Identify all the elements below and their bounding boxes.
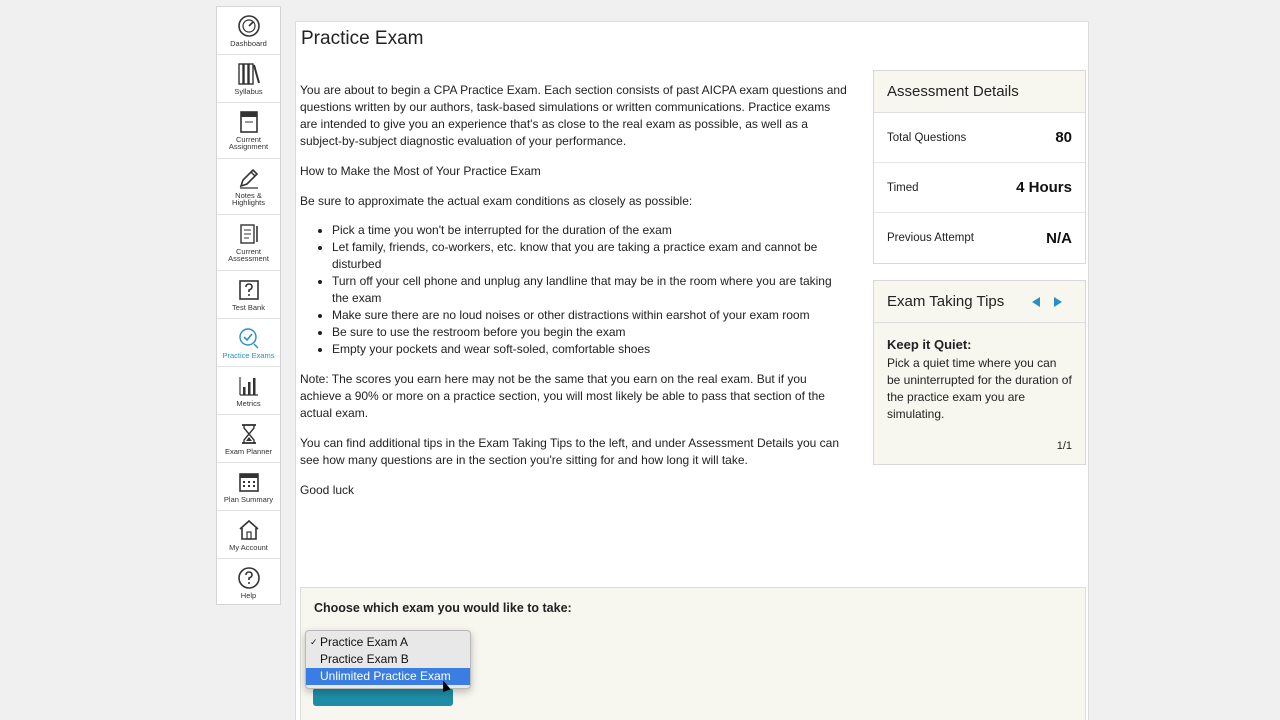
exam-tips-panel [873,280,1086,465]
main-content [295,21,1089,720]
detail-label: Total Questions [887,131,967,144]
prev-tip-icon[interactable] [1032,297,1040,307]
sidebar-item-label: Help [240,591,257,600]
sidebar-item-label: Practice Exams [222,351,275,360]
calendar-icon [237,470,261,494]
detail-label: Previous Attempt [887,232,974,244]
sidebar-item-current-assignment[interactable] [217,103,280,159]
list-item: • Let family, friends, co-workers, etc. know that you are taking a practice exam and cannot be disturbed [332,239,850,273]
sidebar-item-label: Current Assessment [228,247,269,263]
question-icon [237,278,261,302]
good-luck-text: Good luck [300,483,355,497]
additional-paragraph: You can find additional tips in the Exam Taking Tips to the left, and under Assessment Details you can see how many questions are in the section you're sitting for and how long it will take. [300,436,839,467]
tip-counter: 1/1 [1056,440,1072,452]
choose-exam-label: Choose which exam you would like to take: [314,601,572,615]
sidebar-item-label: Exam Planner [224,447,273,456]
sidebar-item-label: Metrics [236,399,261,408]
detail-value: 4 Hours [1016,179,1072,196]
tips-nav [1032,297,1062,307]
check-clock-icon [237,326,261,350]
help-icon [237,566,261,590]
sidebar-item-label: Current Assignment [228,135,269,151]
sidebar-item-metrics[interactable] [217,367,280,415]
be-sure-paragraph: Be sure to approximate the actual exam conditions as closely as possible: [300,194,693,208]
sidebar-item-notes-highlights[interactable] [217,159,280,215]
sidebar-item-practice-exams[interactable] [217,319,280,367]
dropdown-option-label: Unlimited Practice Exam [320,669,451,683]
intro-paragraph: You are about to begin a CPA Practice Exam. Each section consists of past AICPA exam questions and questions written by our authors, task-based simulations or written communications. Practice exams are intended to give you an experience that's as close to the real exam as possible, as well as a subject-by-subject diagnostic evaluation of your performance. [300,83,847,148]
sidebar-item-label: Dashboard [230,39,267,48]
tip-text: Pick a quiet time where you can be uninterrupted for the duration of the practice exam you are simulating. [887,356,1072,421]
dashboard-icon [237,14,261,38]
next-tip-icon[interactable] [1054,297,1062,307]
detail-value: N/A [1046,229,1072,247]
list-item: • Turn off your cell phone and unplug any landline that may be in the room where you are taking the exam [332,273,850,307]
bar-chart-icon [237,374,261,398]
exam-tips-header [874,281,1085,323]
sidebar-item-label: Test Bank [232,303,265,312]
intro-content [300,82,850,512]
sidebar-nav [216,6,281,605]
detail-value: 80 [1055,129,1072,146]
detail-row-total-questions [874,113,1085,163]
home-icon [237,518,261,542]
dropdown-option-practice-exam-b[interactable] [306,651,470,668]
sidebar-item-my-account[interactable] [217,511,280,559]
sidebar-item-exam-planner[interactable] [217,415,280,463]
sidebar-item-dashboard[interactable] [217,7,280,55]
list-item: • Make sure there are no loud noises or other distractions within earshot of your exam room [332,307,850,324]
list-item: • Be sure to use the restroom before you begin the exam [332,324,850,341]
dropdown-option-label: Practice Exam A [320,635,409,649]
detail-row-previous-attempt [874,213,1085,263]
sidebar-item-label: Notes & Highlights [232,191,265,207]
assessment-icon [237,222,261,246]
assessment-details-title: Assessment Details [874,71,1085,113]
sidebar-item-label: My Account [229,543,268,552]
note-paragraph: Note: The scores you earn here may not be the same that you earn on the real exam. But if you achieve a 90% or more on a practice section, you will most likely be able to pass that section of the actual exam. [300,372,825,420]
dropdown-option-practice-exam-a[interactable] [306,634,470,651]
detail-row-timed [874,163,1085,213]
sidebar-item-help[interactable] [217,559,280,605]
notebook-icon [237,110,261,134]
hourglass-icon [237,422,261,446]
sidebar-item-label: Syllabus [234,87,263,96]
assessment-details-panel [873,70,1086,264]
tip-title: Keep it Quiet: [887,337,972,352]
list-item: • Pick a time you won't be interrupted for the duration of the exam [332,222,850,239]
page-title: Practice Exam [301,28,424,49]
sidebar-item-current-assessment[interactable] [217,215,280,271]
sidebar-item-plan-summary[interactable] [217,463,280,511]
exam-tips-title: Exam Taking Tips [887,293,1005,310]
dropdown-option-label: Practice Exam B [320,652,409,666]
tips-list [332,222,850,358]
books-icon [237,62,261,86]
how-to-heading: How to Make the Most of Your Practice Exam [300,164,541,178]
check-icon: ✓ [310,637,318,647]
tips-body [874,323,1085,464]
sidebar-item-test-bank[interactable] [217,271,280,319]
start-exam-button[interactable] [313,688,453,706]
pencil-icon [237,166,261,190]
detail-label: Timed [887,181,919,194]
sidebar-item-syllabus[interactable] [217,55,280,103]
list-item: • Empty your pockets and wear soft-soled, comfortable shoes [332,341,850,358]
sidebar-item-label: Plan Summary [223,495,274,504]
